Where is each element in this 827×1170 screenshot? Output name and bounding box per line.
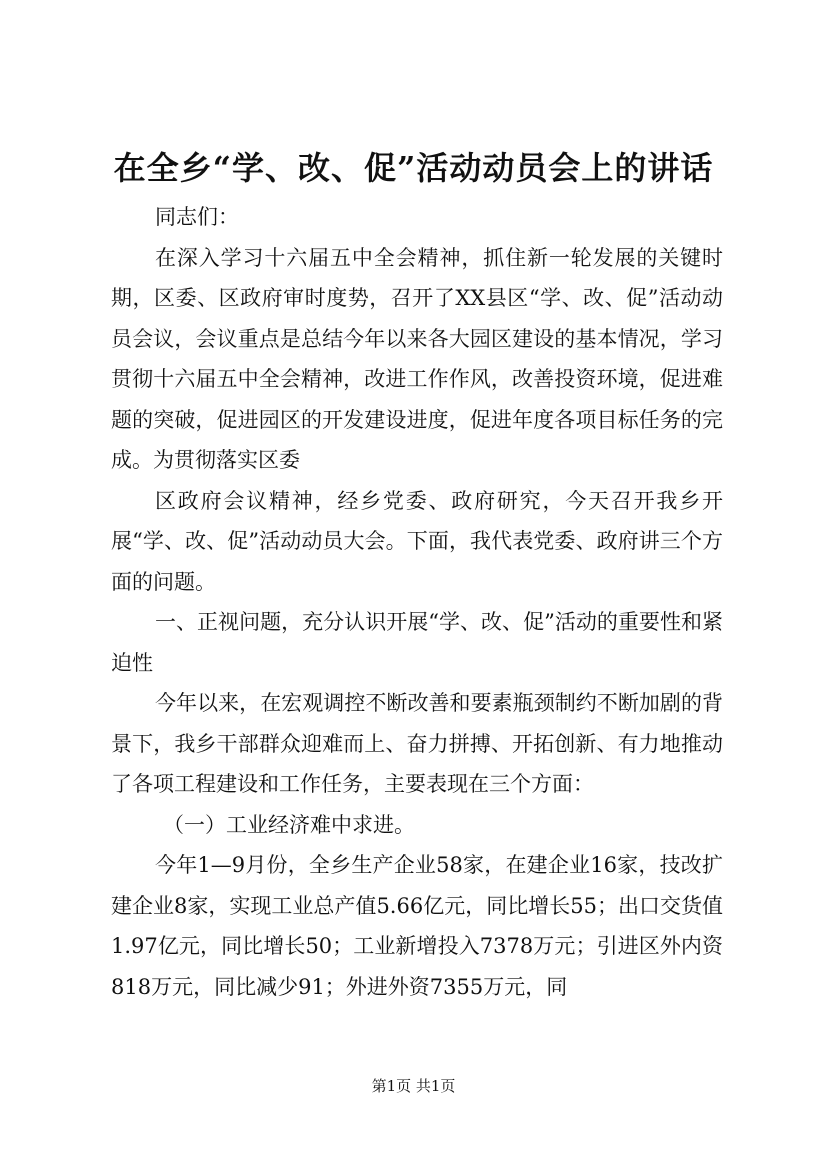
document-body [111,197,723,1007]
paragraph-2: 区政府会议精神，经乡党委、政府研究，今天召开我乡开展“学、改、促”活动动员大会。下面，我代表党委、政府讲三个方面的问题。 [111,488,723,594]
document-title: 在全乡“学、改、促”活动动员会上的讲话 [113,149,714,187]
section-heading-1: 一、正视问题，充分认识开展“学、改、促”活动的重要性和紧迫性 [111,610,723,675]
paragraph-1: 在深入学习十六届五中全会精神，抓住新一轮发展的关键时期，区委、区政府审时度势，召开了XX县区“学、改、促”活动动员会议，会议重点是总结今年以来各大园区建设的基本情况，学习贯彻十六届五中全会精神，改进工作作风，改善投资环境，促进难题的突破，促进园区的开发建设进度，促进年度各项目标任务的完成。为贯彻落实区委 [111,245,723,472]
paragraph-4: 今年1—9月份，全乡生产企业58家，在建企业16家，技改扩建企业8家，实现工业总产值5.66亿元，同比增长55；出口交货值1.97亿元，同比增长50；工业新增投入7378万元；引进区外内资818万元，同比减少91；外进外资7355万元，同 [111,853,723,999]
page-footer: 第1页 共1页 [371,1077,456,1095]
paragraph-3: 今年以来，在宏观调控不断改善和要素瓶颈制约不断加剧的背景下，我乡干部群众迎难而上、奋力拼搏、开拓创新、有力地推动了各项工程建设和工作任务，主要表现在三个方面： [111,691,723,796]
subsection-heading-1: （一）工业经济难中求进。 [163,812,415,837]
greeting: 同志们： [155,205,239,229]
